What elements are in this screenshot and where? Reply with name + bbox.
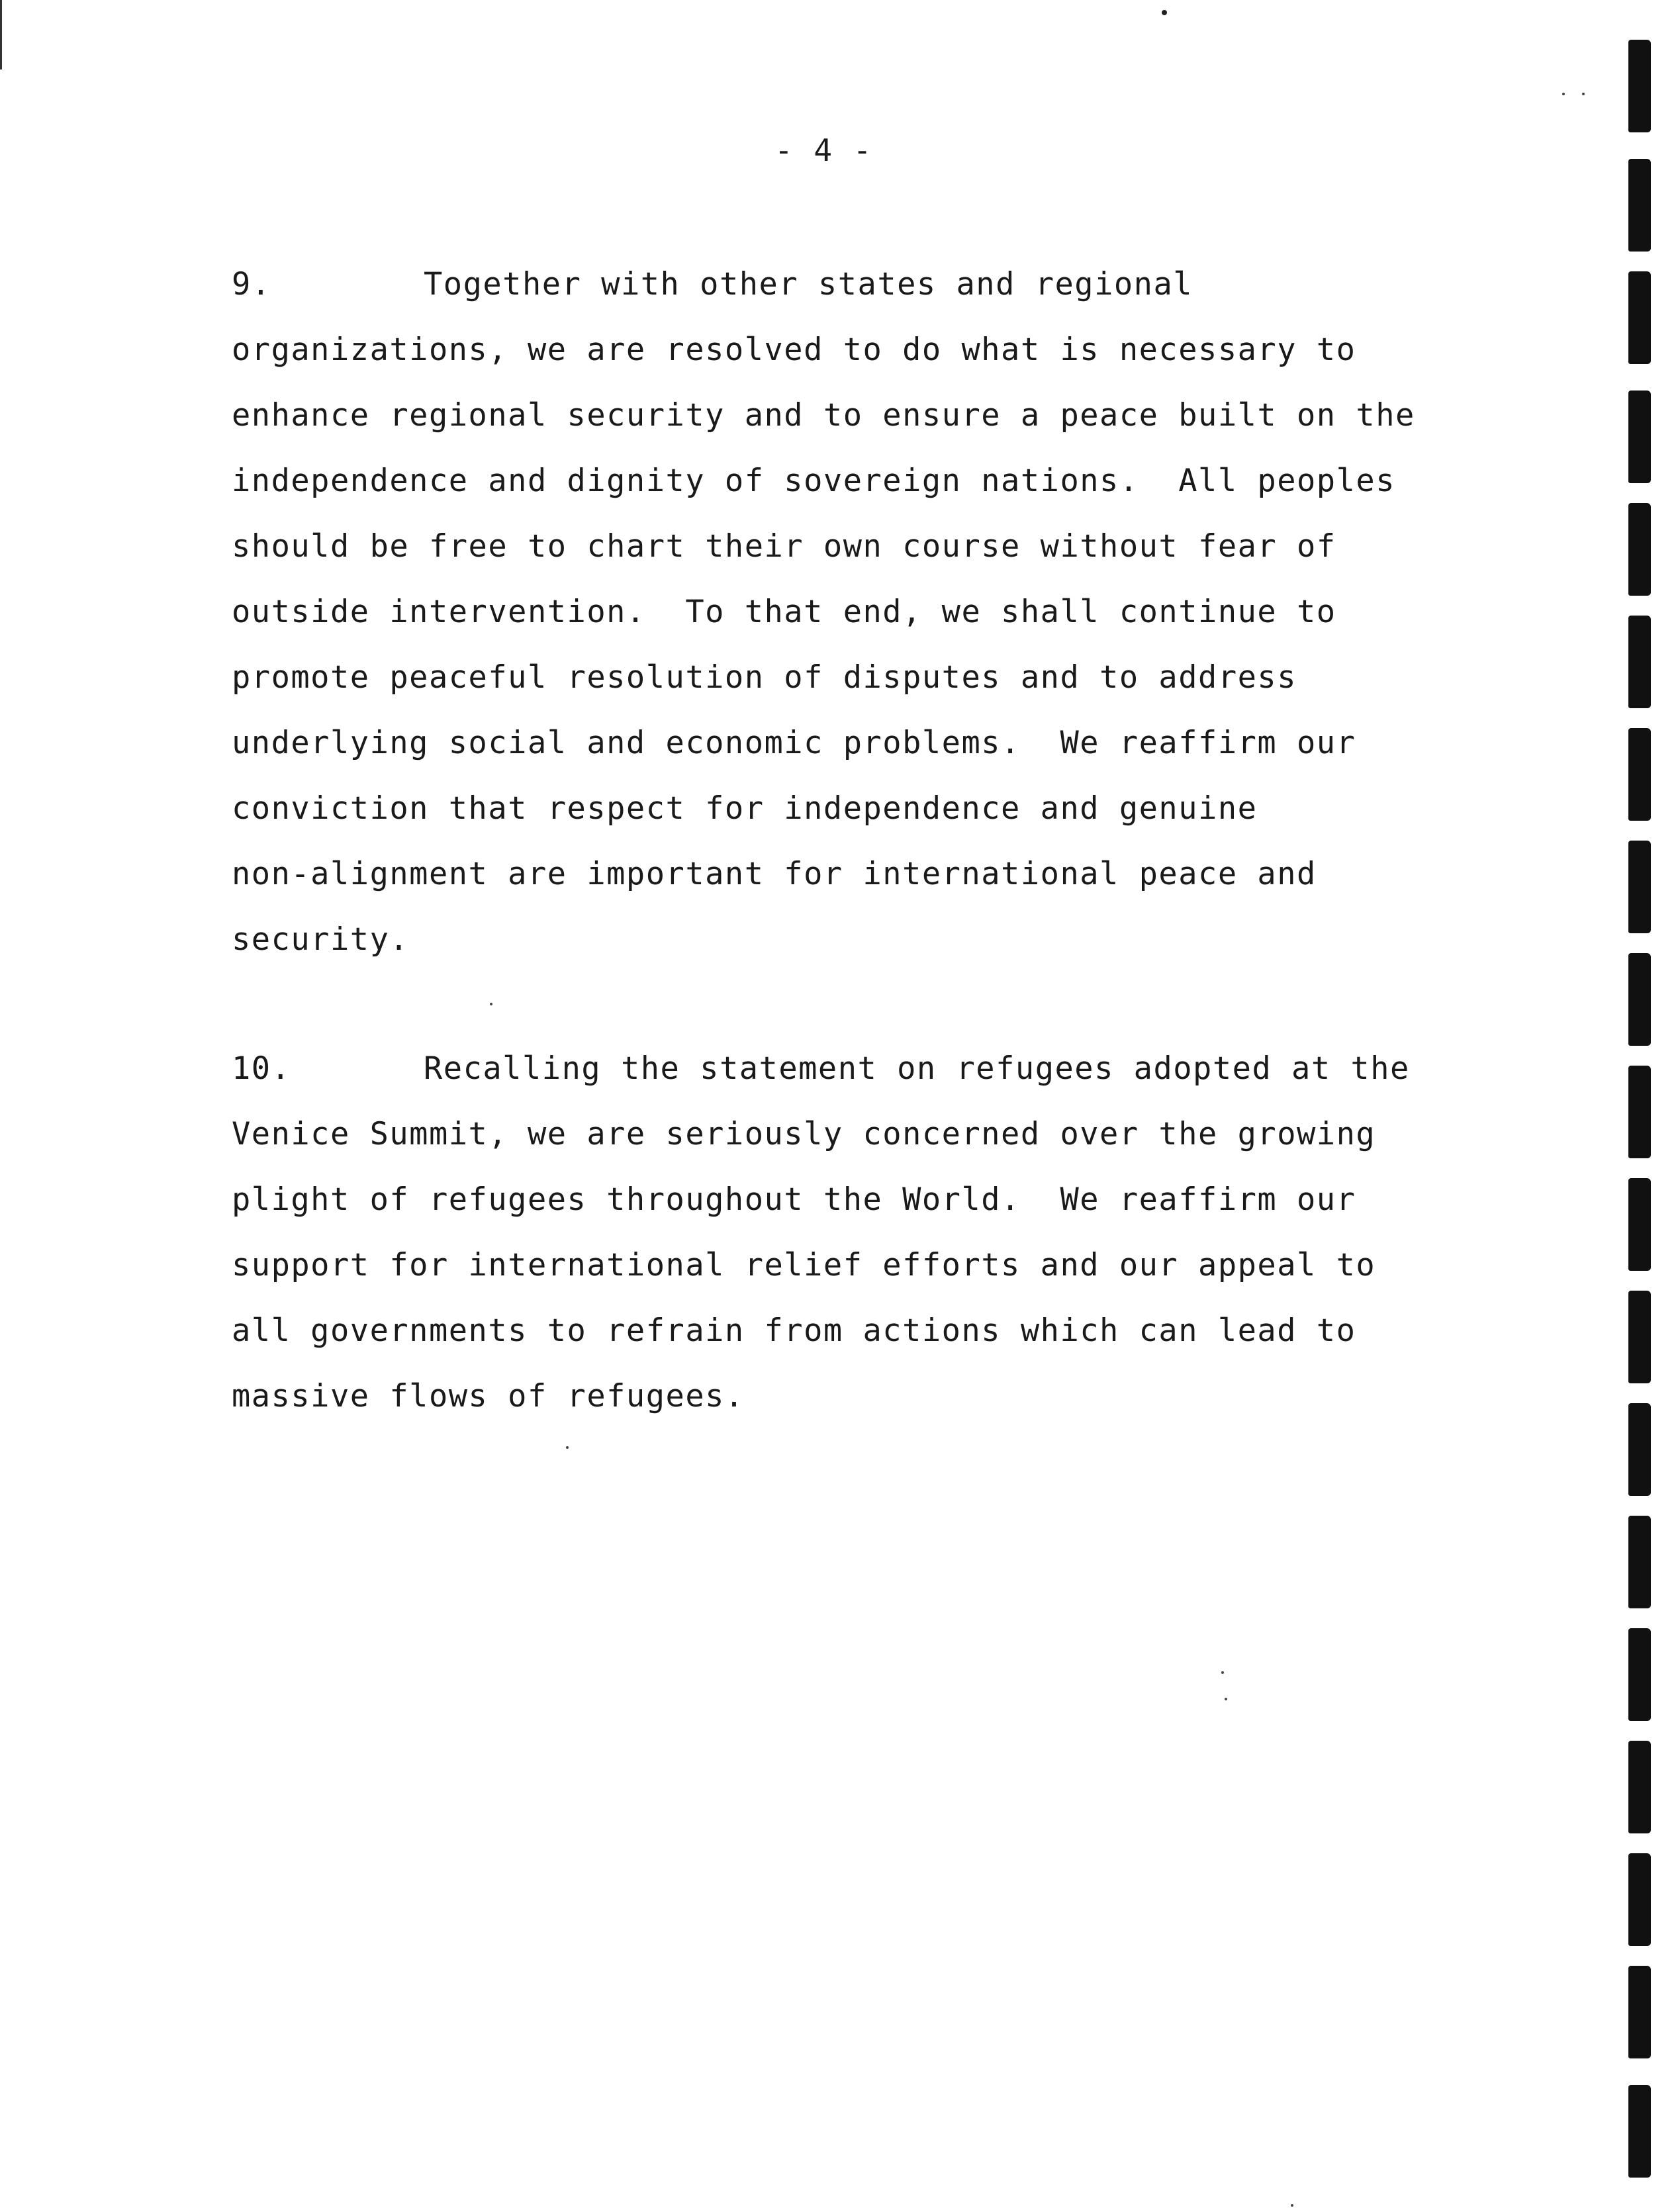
binding-hole	[1628, 503, 1651, 596]
scan-speck	[1225, 1698, 1227, 1700]
binding-hole	[1628, 391, 1651, 483]
paragraph-9	[232, 252, 1423, 972]
binding-hole	[1628, 2085, 1651, 2178]
binding-hole	[1628, 40, 1651, 132]
page-edge-mark	[0, 0, 2, 69]
binding-hole	[1628, 1966, 1651, 2058]
paragraph-line: independence and dignity of sovereign nations. All peoples	[232, 463, 1395, 499]
paragraph-line: should be free to chart their own course without fear of	[232, 528, 1336, 565]
binding-hole	[1628, 271, 1651, 364]
paragraph-line: all governments to refrain from actions which can lead to	[232, 1313, 1356, 1349]
paragraph-line: conviction that respect for independence and genuine	[232, 790, 1258, 827]
paragraph-line: enhance regional security and to ensure a peace built on the	[232, 397, 1415, 434]
binding-hole	[1628, 616, 1651, 708]
paragraph-line: Recalling the statement on refugees adopted at the	[424, 1050, 1410, 1087]
binding-hole	[1628, 1628, 1651, 1721]
paragraph-line: plight of refugees throughout the World. We reaffirm our	[232, 1181, 1356, 1218]
binding-hole	[1628, 1853, 1651, 1946]
scan-speck	[1291, 2204, 1293, 2207]
scan-speck	[1562, 93, 1565, 95]
page-number-text: - 4 -	[774, 132, 873, 168]
scan-speck	[490, 1003, 492, 1005]
paragraph-line: Venice Summit, we are seriously concerned over the growing	[232, 1116, 1376, 1152]
binding-holes-strip	[1628, 40, 1655, 2197]
paragraph-line: Together with other states and regional	[424, 266, 1193, 302]
paragraph-line: underlying social and economic problems. We reaffirm our	[232, 725, 1356, 761]
binding-hole	[1628, 1741, 1651, 1833]
binding-hole	[1628, 1178, 1651, 1271]
scan-speck	[566, 1446, 569, 1449]
paragraph-line: outside intervention. To that end, we shall continue to	[232, 594, 1336, 630]
paragraph-line: support for international relief efforts and our appeal to	[232, 1247, 1376, 1283]
paragraph-line: massive flows of refugees.	[232, 1378, 745, 1414]
scan-speck	[1162, 10, 1167, 15]
paragraph-number: 10.	[232, 1050, 291, 1087]
binding-hole	[1628, 841, 1651, 933]
scan-speck	[1582, 93, 1585, 95]
paragraph-line: security.	[232, 921, 410, 958]
paragraph-number: 9.	[232, 266, 271, 302]
binding-hole	[1628, 1066, 1651, 1158]
scan-speck	[1221, 1671, 1224, 1674]
binding-hole	[1628, 1291, 1651, 1383]
paragraph-first-line	[232, 252, 1423, 317]
binding-hole	[1628, 728, 1651, 821]
paragraph-line: organizations, we are resolved to do what is necessary to	[232, 332, 1356, 368]
binding-hole	[1628, 1516, 1651, 1608]
binding-hole	[1628, 1403, 1651, 1496]
paragraph-line: promote peaceful resolution of disputes and to address	[232, 659, 1297, 696]
paragraph-10	[232, 1036, 1423, 1429]
binding-hole	[1628, 953, 1651, 1046]
paragraph-first-line	[232, 1036, 1423, 1101]
binding-hole	[1628, 159, 1651, 252]
paragraph-line: non-alignment are important for international peace and	[232, 856, 1317, 892]
